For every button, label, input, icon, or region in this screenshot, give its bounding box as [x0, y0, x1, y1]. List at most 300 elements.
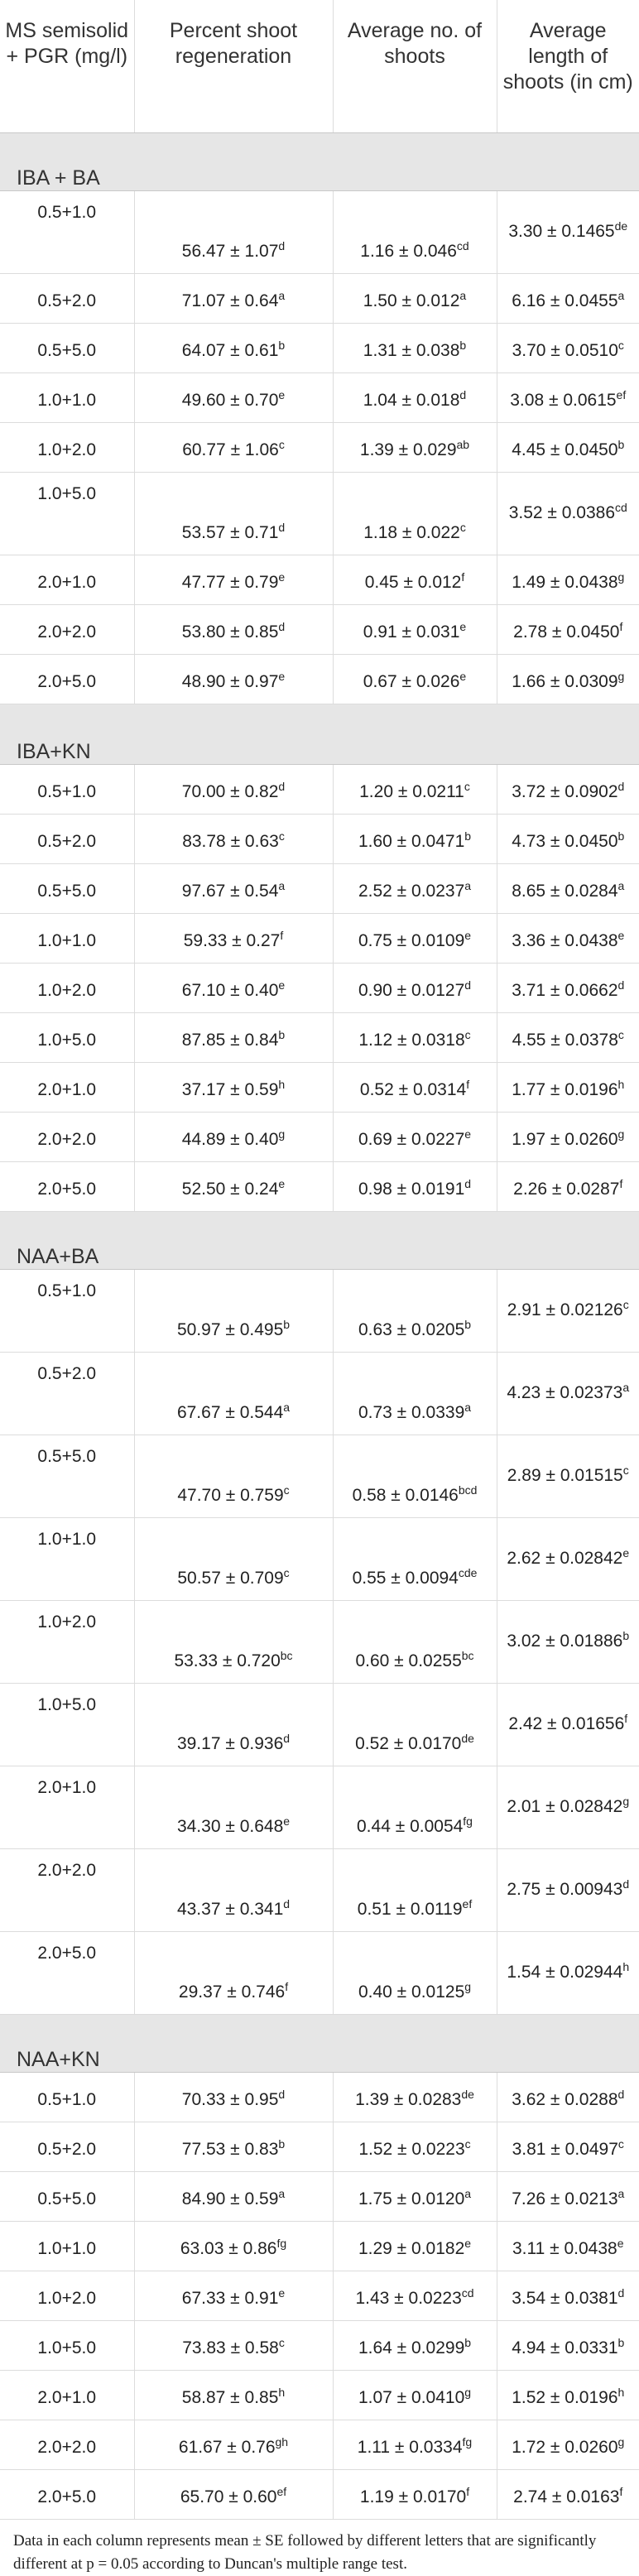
average-shoots-cell — [333, 764, 497, 814]
significance-letter: bcd — [458, 1483, 478, 1497]
pgr-cell: 0.5+1.0 — [0, 764, 134, 814]
significance-letter: c — [459, 520, 466, 534]
significance-letter: d — [464, 1176, 472, 1190]
average-length-cell — [497, 1435, 639, 1517]
average-length-cell — [497, 2469, 639, 2519]
average-length-cell — [497, 190, 639, 273]
cell-value: 2.52 ± 0.0237 — [358, 881, 465, 901]
cell-value: 59.33 ± 0.27 — [183, 930, 281, 950]
significance-letter: b — [464, 2335, 472, 2349]
significance-letter: e — [464, 1127, 472, 1141]
table-row — [0, 1848, 639, 1931]
cell-value: 37.17 ± 0.59 — [181, 1079, 279, 1099]
cell-value: 1.07 ± 0.0410 — [358, 2387, 465, 2407]
average-shoots-cell — [333, 1352, 497, 1435]
significance-letter: d — [617, 978, 625, 992]
cell-value: 1.12 ± 0.0318 — [358, 1030, 465, 1050]
average-shoots-cell — [333, 2370, 497, 2420]
cell-value: 1.11 ± 0.0334 — [357, 2437, 463, 2457]
significance-letter: f — [461, 570, 465, 584]
cell-value: 0.55 ± 0.0094 — [352, 1568, 459, 1588]
significance-letter: g — [617, 1127, 625, 1141]
cell-value: 1.49 ± 0.0438 — [512, 572, 618, 592]
percent-regeneration-cell — [134, 1600, 333, 1683]
average-length-cell — [497, 1600, 639, 1683]
header-pgr: MS semisolid + PGR (mg/l) — [0, 0, 134, 132]
average-length-cell — [497, 323, 639, 372]
average-length-cell — [497, 1352, 639, 1435]
pgr-cell: 2.0+2.0 — [0, 2420, 134, 2469]
average-length-cell — [497, 963, 639, 1012]
average-length-cell — [497, 2122, 639, 2171]
cell-value: 4.55 ± 0.0378 — [512, 1030, 618, 1050]
cell-value: 70.00 ± 0.82 — [181, 781, 279, 801]
cell-value: 2.91 ± 0.02126 — [507, 1300, 623, 1319]
cell-value: 0.90 ± 0.0127 — [358, 980, 465, 1000]
cell-value: 67.67 ± 0.544 — [176, 1402, 284, 1422]
percent-regeneration-cell — [134, 1435, 333, 1517]
significance-letter: gh — [275, 2434, 289, 2449]
table-header-row — [0, 0, 639, 132]
average-length-cell — [497, 1766, 639, 1848]
average-length-cell — [497, 2171, 639, 2221]
pgr-cell: 1.0+2.0 — [0, 2271, 134, 2320]
significance-letter: b — [464, 829, 472, 843]
pgr-cell: 1.0+2.0 — [0, 1600, 134, 1683]
table-row — [0, 1600, 639, 1683]
cell-value: 1.04 ± 0.018 — [363, 390, 460, 410]
significance-letter: b — [617, 829, 625, 843]
cell-value: 2.26 ± 0.0287 — [513, 1179, 620, 1199]
average-length-cell — [497, 2420, 639, 2469]
cell-value: 58.87 ± 0.85 — [181, 2387, 279, 2407]
significance-letter: g — [278, 1127, 286, 1141]
significance-letter: de — [461, 1731, 474, 1745]
pgr-cell: 1.0+1.0 — [0, 913, 134, 963]
significance-letter: c — [464, 779, 470, 793]
cell-value: 29.37 ± 0.746 — [178, 1982, 286, 2002]
significance-letter: c — [617, 338, 624, 352]
significance-letter: e — [278, 978, 286, 992]
percent-regeneration-cell — [134, 814, 333, 863]
table-row — [0, 764, 639, 814]
average-length-cell — [497, 2320, 639, 2370]
average-shoots-cell — [333, 2469, 497, 2519]
pgr-cell: 2.0+2.0 — [0, 1112, 134, 1161]
significance-letter: h — [278, 2385, 286, 2399]
cell-value: 6.16 ± 0.0455 — [512, 291, 618, 310]
percent-regeneration-cell — [134, 604, 333, 654]
significance-letter: ef — [276, 2484, 287, 2498]
table-row — [0, 2072, 639, 2122]
average-length-cell — [497, 2271, 639, 2320]
table-row — [0, 2320, 639, 2370]
average-length-cell — [497, 1683, 639, 1766]
group-label: NAA+BA — [0, 1211, 639, 1269]
significance-letter: d — [617, 779, 625, 793]
significance-letter: b — [278, 1027, 286, 1041]
pgr-cell: 2.0+1.0 — [0, 555, 134, 604]
significance-letter: d — [283, 1896, 291, 1910]
significance-letter: fg — [463, 1814, 473, 1828]
cell-value: 0.91 ± 0.031 — [363, 622, 460, 642]
cell-value: 1.16 ± 0.046 — [360, 241, 457, 261]
cell-value: 3.02 ± 0.01886 — [507, 1632, 623, 1651]
group-label: IBA+KN — [0, 704, 639, 764]
cell-value: 71.07 ± 0.64 — [181, 291, 279, 310]
cell-value: 1.50 ± 0.012 — [363, 291, 460, 310]
significance-letter: a — [459, 288, 467, 302]
average-shoots-cell — [333, 2221, 497, 2271]
significance-letter: c — [278, 2335, 285, 2349]
table-row — [0, 913, 639, 963]
group-row — [0, 132, 639, 190]
pgr-cell: 0.5+2.0 — [0, 814, 134, 863]
cell-value: 3.36 ± 0.0438 — [512, 930, 618, 950]
cell-value: 1.75 ± 0.0120 — [358, 2189, 465, 2208]
significance-letter: c — [622, 1298, 629, 1311]
average-shoots-cell — [333, 472, 497, 555]
average-shoots-cell — [333, 422, 497, 472]
significance-letter: c — [617, 2136, 624, 2151]
average-length-cell — [497, 2221, 639, 2271]
average-shoots-cell — [333, 190, 497, 273]
average-shoots-cell — [333, 604, 497, 654]
cell-value: 0.73 ± 0.0339 — [358, 1402, 465, 1422]
table-row — [0, 1683, 639, 1766]
table-row — [0, 1517, 639, 1600]
significance-letter: b — [459, 338, 467, 352]
group-row — [0, 2014, 639, 2072]
percent-regeneration-cell — [134, 1269, 333, 1352]
cell-value: 56.47 ± 1.07 — [181, 241, 279, 261]
significance-letter: e — [278, 570, 286, 584]
significance-letter: bc — [280, 1648, 293, 1662]
cell-value: 1.72 ± 0.0260 — [512, 2437, 618, 2457]
pgr-cell: 2.0+2.0 — [0, 604, 134, 654]
cell-value: 0.75 ± 0.0109 — [358, 930, 465, 950]
significance-letter: a — [283, 1400, 291, 1414]
average-shoots-cell — [333, 654, 497, 704]
average-shoots-cell — [333, 555, 497, 604]
cell-value: 1.39 ± 0.0283 — [355, 2089, 462, 2109]
cell-value: 3.52 ± 0.0386 — [508, 503, 615, 522]
group-row — [0, 1211, 639, 1269]
table-row — [0, 963, 639, 1012]
significance-letter: f — [466, 2484, 470, 2498]
significance-letter: c — [283, 1565, 290, 1579]
significance-letter: b — [278, 2136, 286, 2151]
pgr-cell: 1.0+5.0 — [0, 1683, 134, 1766]
significance-letter: e — [617, 2236, 624, 2250]
percent-regeneration-cell — [134, 2122, 333, 2171]
significance-letter: e — [278, 1176, 286, 1190]
significance-letter: d — [617, 2087, 625, 2101]
table-body — [0, 132, 639, 2519]
pgr-cell: 0.5+2.0 — [0, 2122, 134, 2171]
significance-letter: fg — [462, 2434, 473, 2449]
significance-letter: d — [278, 238, 286, 252]
significance-letter: c — [283, 1483, 290, 1497]
table-row — [0, 2221, 639, 2271]
significance-letter: cd — [456, 238, 469, 252]
average-length-cell — [497, 863, 639, 913]
cell-value: 50.57 ± 0.709 — [177, 1568, 284, 1588]
cell-value: 1.43 ± 0.0223 — [355, 2288, 462, 2308]
cell-value: 1.19 ± 0.0170 — [359, 2487, 467, 2506]
significance-letter: b — [622, 1629, 630, 1642]
significance-letter: e — [278, 2285, 286, 2300]
significance-letter: e — [617, 928, 625, 942]
header-average-shoots: Average no. of shoots — [333, 0, 497, 132]
cell-value: 97.67 ± 0.54 — [181, 881, 279, 901]
significance-letter: f — [285, 1979, 289, 1993]
table-row — [0, 2420, 639, 2469]
percent-regeneration-cell — [134, 372, 333, 422]
percent-regeneration-cell — [134, 422, 333, 472]
percent-regeneration-cell — [134, 863, 333, 913]
average-length-cell — [497, 1931, 639, 2014]
significance-letter: d — [464, 978, 472, 992]
table-row — [0, 1931, 639, 2014]
average-length-cell — [497, 1269, 639, 1352]
cell-value: 3.70 ± 0.0510 — [512, 340, 618, 360]
cell-value: 2.78 ± 0.0450 — [513, 622, 620, 642]
cell-value: 0.40 ± 0.0125 — [358, 1982, 465, 2002]
significance-letter: a — [278, 2186, 286, 2200]
group-row — [0, 704, 639, 764]
cell-value: 2.42 ± 0.01656 — [508, 1714, 625, 1733]
cell-value: 0.45 ± 0.012 — [364, 572, 462, 592]
average-length-cell — [497, 1517, 639, 1600]
pgr-cell: 0.5+1.0 — [0, 190, 134, 273]
significance-letter: h — [622, 1960, 630, 1973]
cell-value: 4.45 ± 0.0450 — [512, 440, 618, 459]
significance-letter: e — [278, 669, 286, 683]
pgr-cell: 0.5+1.0 — [0, 2072, 134, 2122]
percent-regeneration-cell — [134, 1161, 333, 1211]
percent-regeneration-cell — [134, 2320, 333, 2370]
table-footnote: Data in each column represents mean ± SE followed by different letters that are significantly different at p = 0.05 according to Duncan's multiple range test. — [13, 2531, 597, 2573]
cell-value: 0.98 ± 0.0191 — [358, 1179, 465, 1199]
percent-regeneration-cell — [134, 1848, 333, 1931]
significance-letter: h — [617, 2385, 625, 2399]
average-shoots-cell — [333, 2072, 497, 2122]
cell-value: 44.89 ± 0.40 — [181, 1129, 279, 1149]
cell-value: 0.52 ± 0.0314 — [359, 1079, 467, 1099]
average-length-cell — [497, 1848, 639, 1931]
percent-regeneration-cell — [134, 323, 333, 372]
average-shoots-cell — [333, 2420, 497, 2469]
pgr-cell: 0.5+5.0 — [0, 2171, 134, 2221]
percent-regeneration-cell — [134, 472, 333, 555]
average-shoots-cell — [333, 1848, 497, 1931]
significance-letter: h — [617, 1077, 625, 1091]
significance-letter: e — [464, 2236, 472, 2250]
significance-letter: a — [278, 288, 286, 302]
average-shoots-cell — [333, 814, 497, 863]
average-length-cell — [497, 814, 639, 863]
percent-regeneration-cell — [134, 2221, 333, 2271]
cell-value: 3.62 ± 0.0288 — [512, 2089, 618, 2109]
cell-value: 61.67 ± 0.76 — [178, 2437, 276, 2457]
cell-value: 70.33 ± 0.95 — [181, 2089, 279, 2109]
table-row — [0, 1352, 639, 1435]
average-shoots-cell — [333, 1766, 497, 1848]
significance-letter: ef — [462, 1896, 473, 1910]
cell-value: 1.54 ± 0.02944 — [507, 1963, 623, 1982]
table-row — [0, 2122, 639, 2171]
cell-value: 49.60 ± 0.70 — [181, 390, 279, 410]
cell-value: 2.89 ± 0.01515 — [507, 1466, 623, 1485]
pgr-cell: 1.0+2.0 — [0, 963, 134, 1012]
cell-value: 8.65 ± 0.0284 — [512, 881, 618, 901]
significance-letter: g — [617, 2434, 625, 2449]
significance-letter: c — [617, 1027, 624, 1041]
cell-value: 84.90 ± 0.59 — [181, 2189, 279, 2208]
significance-letter: cd — [615, 501, 627, 514]
pgr-cell: 2.0+1.0 — [0, 2370, 134, 2420]
percent-regeneration-cell — [134, 764, 333, 814]
table-row — [0, 2370, 639, 2420]
cell-value: 3.72 ± 0.0902 — [512, 781, 618, 801]
average-length-cell — [497, 604, 639, 654]
significance-letter: g — [464, 2385, 472, 2399]
significance-letter: f — [619, 619, 623, 633]
pgr-cell: 2.0+1.0 — [0, 1062, 134, 1112]
percent-regeneration-cell — [134, 1062, 333, 1112]
cell-value: 2.62 ± 0.02842 — [507, 1549, 623, 1568]
cell-value: 83.78 ± 0.63 — [182, 831, 279, 851]
cell-value: 3.71 ± 0.0662 — [512, 980, 618, 1000]
pgr-cell: 2.0+5.0 — [0, 1931, 134, 2014]
cell-value: 53.80 ± 0.85 — [181, 622, 279, 642]
average-shoots-cell — [333, 1600, 497, 1683]
cell-value: 52.50 ± 0.24 — [181, 1179, 279, 1199]
significance-letter: cde — [458, 1565, 478, 1579]
percent-regeneration-cell — [134, 2072, 333, 2122]
cell-value: 34.30 ± 0.648 — [176, 1816, 284, 1836]
cell-value: 60.77 ± 1.06 — [182, 440, 279, 459]
average-length-cell — [497, 654, 639, 704]
significance-letter: a — [622, 1381, 630, 1394]
significance-letter: g — [464, 1979, 472, 1993]
percent-regeneration-cell — [134, 1352, 333, 1435]
table-row — [0, 814, 639, 863]
cell-value: 53.33 ± 0.720 — [174, 1651, 281, 1670]
average-shoots-cell — [333, 1683, 497, 1766]
average-length-cell — [497, 913, 639, 963]
cell-value: 3.30 ± 0.1465 — [508, 222, 615, 241]
table-row — [0, 273, 639, 323]
cell-value: 2.74 ± 0.0163 — [513, 2487, 620, 2506]
significance-letter: fg — [276, 2236, 287, 2250]
cell-value: 1.31 ± 0.038 — [363, 340, 460, 360]
cell-value: 47.70 ± 0.759 — [177, 1485, 284, 1505]
significance-letter: e — [459, 619, 467, 633]
significance-letter: e — [459, 669, 467, 683]
cell-value: 0.63 ± 0.0205 — [358, 1319, 465, 1339]
significance-letter: g — [617, 669, 625, 683]
group-label: NAA+KN — [0, 2014, 639, 2072]
percent-regeneration-cell — [134, 273, 333, 323]
cell-value: 1.20 ± 0.0211 — [359, 781, 464, 801]
cell-value: 4.23 ± 0.02373 — [507, 1383, 623, 1402]
significance-letter: f — [619, 2484, 623, 2498]
average-shoots-cell — [333, 963, 497, 1012]
percent-regeneration-cell — [134, 2171, 333, 2221]
significance-letter: d — [278, 779, 286, 793]
significance-letter: b — [617, 437, 625, 451]
table-row — [0, 1012, 639, 1062]
average-shoots-cell — [333, 323, 497, 372]
significance-letter: de — [614, 219, 628, 233]
average-shoots-cell — [333, 1062, 497, 1112]
significance-letter: bc — [461, 1648, 474, 1662]
cell-value: 39.17 ± 0.936 — [176, 1733, 284, 1753]
significance-letter: a — [464, 2186, 472, 2200]
percent-regeneration-cell — [134, 1012, 333, 1062]
table-row — [0, 422, 639, 472]
cell-value: 1.77 ± 0.0196 — [512, 1079, 618, 1099]
significance-letter: g — [617, 570, 625, 584]
cell-value: 64.07 ± 0.61 — [181, 340, 279, 360]
significance-letter: d — [278, 619, 286, 633]
average-length-cell — [497, 2370, 639, 2420]
average-shoots-cell — [333, 2122, 497, 2171]
pgr-cell: 1.0+1.0 — [0, 2221, 134, 2271]
cell-value: 7.26 ± 0.0213 — [512, 2189, 618, 2208]
average-shoots-cell — [333, 2271, 497, 2320]
table-row — [0, 1766, 639, 1848]
table-row — [0, 2469, 639, 2519]
cell-value: 1.39 ± 0.029 — [359, 440, 457, 459]
average-shoots-cell — [333, 1931, 497, 2014]
average-shoots-cell — [333, 1012, 497, 1062]
pgr-cell: 0.5+2.0 — [0, 1352, 134, 1435]
table-row — [0, 2171, 639, 2221]
pgr-cell: 0.5+2.0 — [0, 273, 134, 323]
table-row — [0, 372, 639, 422]
significance-letter: d — [278, 2087, 286, 2101]
significance-letter: ef — [616, 387, 627, 401]
average-length-cell — [497, 764, 639, 814]
percent-regeneration-cell — [134, 555, 333, 604]
group-label: IBA + BA — [0, 132, 639, 190]
cell-value: 0.51 ± 0.0119 — [357, 1899, 463, 1919]
significance-letter: d — [617, 2285, 625, 2300]
significance-letter: de — [461, 2087, 474, 2101]
table-row — [0, 1062, 639, 1112]
significance-letter: b — [278, 338, 286, 352]
significance-letter: c — [278, 829, 285, 843]
significance-letter: a — [278, 878, 286, 892]
percent-regeneration-cell — [134, 1112, 333, 1161]
pgr-cell: 0.5+5.0 — [0, 1435, 134, 1517]
significance-letter: a — [617, 2186, 625, 2200]
pgr-cell: 2.0+5.0 — [0, 1161, 134, 1211]
cell-value: 0.44 ± 0.0054 — [357, 1816, 464, 1836]
significance-letter: d — [278, 520, 286, 534]
table-row — [0, 1161, 639, 1211]
percent-regeneration-cell — [134, 963, 333, 1012]
table-row — [0, 323, 639, 372]
average-shoots-cell — [333, 2171, 497, 2221]
pgr-cell: 2.0+2.0 — [0, 1848, 134, 1931]
pgr-cell: 1.0+5.0 — [0, 1012, 134, 1062]
cell-value: 67.10 ± 0.40 — [181, 980, 279, 1000]
average-length-cell — [497, 422, 639, 472]
